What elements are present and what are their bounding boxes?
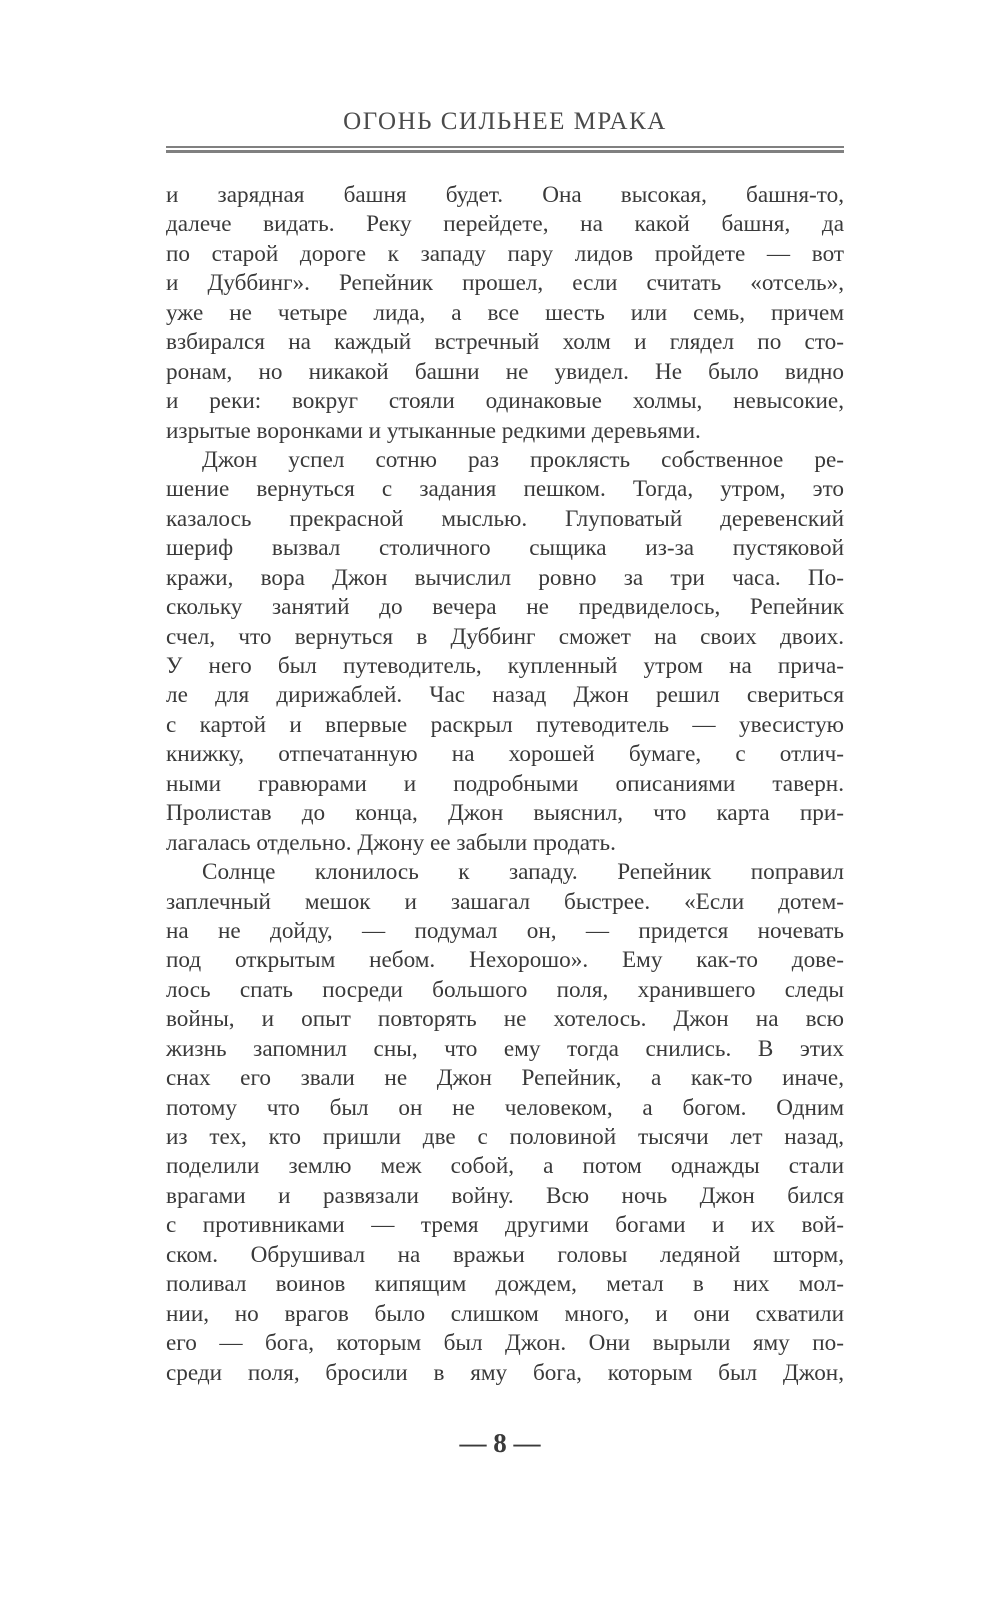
text-line: из тех, кто пришли две с половиной тысячи лет назад,	[166, 1124, 844, 1150]
paragraph	[166, 446, 844, 858]
text-line: нии, но врагов было слишком много, и они схватили	[166, 1300, 844, 1327]
text-line: и зарядная башня будет. Она высокая, башня-то,	[166, 182, 844, 208]
text-line: кражи, вора Джон вычислил ровно за три часа. По-	[166, 564, 844, 591]
text-line: изрытые воронками и утыканные редкими деревьями.	[166, 417, 701, 444]
header-double-rule	[166, 146, 844, 153]
text-line: счел, что вернуться в Дуббинг сможет на своих двоих.	[166, 623, 844, 650]
paragraph	[166, 181, 844, 446]
text-line: поливал воинов кипящим дождем, метал в них мол-	[166, 1271, 844, 1298]
text-line: далече видать. Реку перейдете, на какой башня, да	[166, 211, 844, 238]
text-line: среди поля, бросили в яму бога, которым был Джон,	[166, 1359, 844, 1386]
text-line: поделили землю меж собой, а потом однажды стали	[166, 1153, 844, 1180]
text-line: взбирался на каждый встречный холм и глядел по сто-	[166, 329, 844, 356]
text-line: на не дойду, — подумал он, — придется ночевать	[166, 917, 844, 944]
text-line: скольку занятий до вечера не предвиделось, Репейник	[166, 594, 844, 621]
text-line: врагами и развязали войну. Всю ночь Джон бился	[166, 1182, 844, 1209]
text-line: заплечный мешок и зашагал быстрее. «Если дотем-	[166, 888, 844, 915]
text-line: Джон успел сотню раз проклясть собственное ре-	[202, 446, 844, 473]
text-line: его — бога, которым был Джон. Они вырыли яму по-	[166, 1330, 844, 1357]
text-line: войны, и опыт повторять не хотелось. Джон на всю	[166, 1006, 844, 1033]
text-line: уже не четыре лида, а все шесть или семь, причем	[166, 299, 844, 326]
text-line: шение вернуться с задания пешком. Тогда, утром, это	[166, 476, 844, 503]
page-number: — 8 —	[459, 1428, 541, 1458]
text-line: У него был путеводитель, купленный утром на прича-	[166, 653, 844, 679]
running-head: ОГОНЬ СИЛЬНЕЕ МРАКА	[343, 108, 667, 135]
text-line: книжку, отпечатанную на хорошей бумаге, с отлич-	[166, 741, 844, 768]
text-line: казалось прекрасной мыслью. Глуповатый деревенский	[166, 505, 844, 532]
text-line: ле для дирижаблей. Час назад Джон решил свериться	[166, 682, 844, 709]
text-line: шериф вызвал столичного сыщика из-за пустяковой	[166, 535, 844, 562]
text-line: под открытым небом. Нехорошо». Ему как-то дове-	[166, 947, 844, 974]
text-line: ском. Обрушивал на вражьи головы ледяной шторм,	[166, 1241, 844, 1268]
text-line: с картой и впервые раскрыл путеводитель — увесистую	[166, 711, 844, 738]
body-text	[166, 181, 844, 1388]
text-line: ными гравюрами и подробными описаниями таверн.	[166, 770, 844, 797]
text-line: лагалась отдельно. Джону ее забыли продать.	[166, 829, 616, 856]
text-line: ронам, но никакой башни не увидел. Не было видно	[166, 358, 844, 385]
text-line: и реки: вокруг стояли одинаковые холмы, невысокие,	[166, 388, 844, 415]
text-line: Пролистав до конца, Джон выяснил, что карта при-	[166, 800, 844, 827]
text-line: с противниками — тремя другими богами и их вой-	[166, 1212, 844, 1239]
text-line: снах его звали не Джон Репейник, а как-то иначе,	[166, 1065, 844, 1092]
text-line: и Дуббинг». Репейник прошел, если считать «отсель»,	[166, 270, 844, 297]
text-line: лось спать посреди большого поля, хранившего следы	[166, 976, 844, 1003]
text-line: потому что был он не человеком, а богом. Одним	[166, 1094, 844, 1121]
text-line: Солнце клонилось к западу. Репейник поправил	[202, 859, 844, 886]
text-line: по старой дороге к западу пару лидов пройдете — вот	[166, 240, 844, 267]
paragraph	[166, 858, 844, 1388]
text-line: жизнь запомнил сны, что ему тогда снились. В этих	[166, 1035, 844, 1062]
